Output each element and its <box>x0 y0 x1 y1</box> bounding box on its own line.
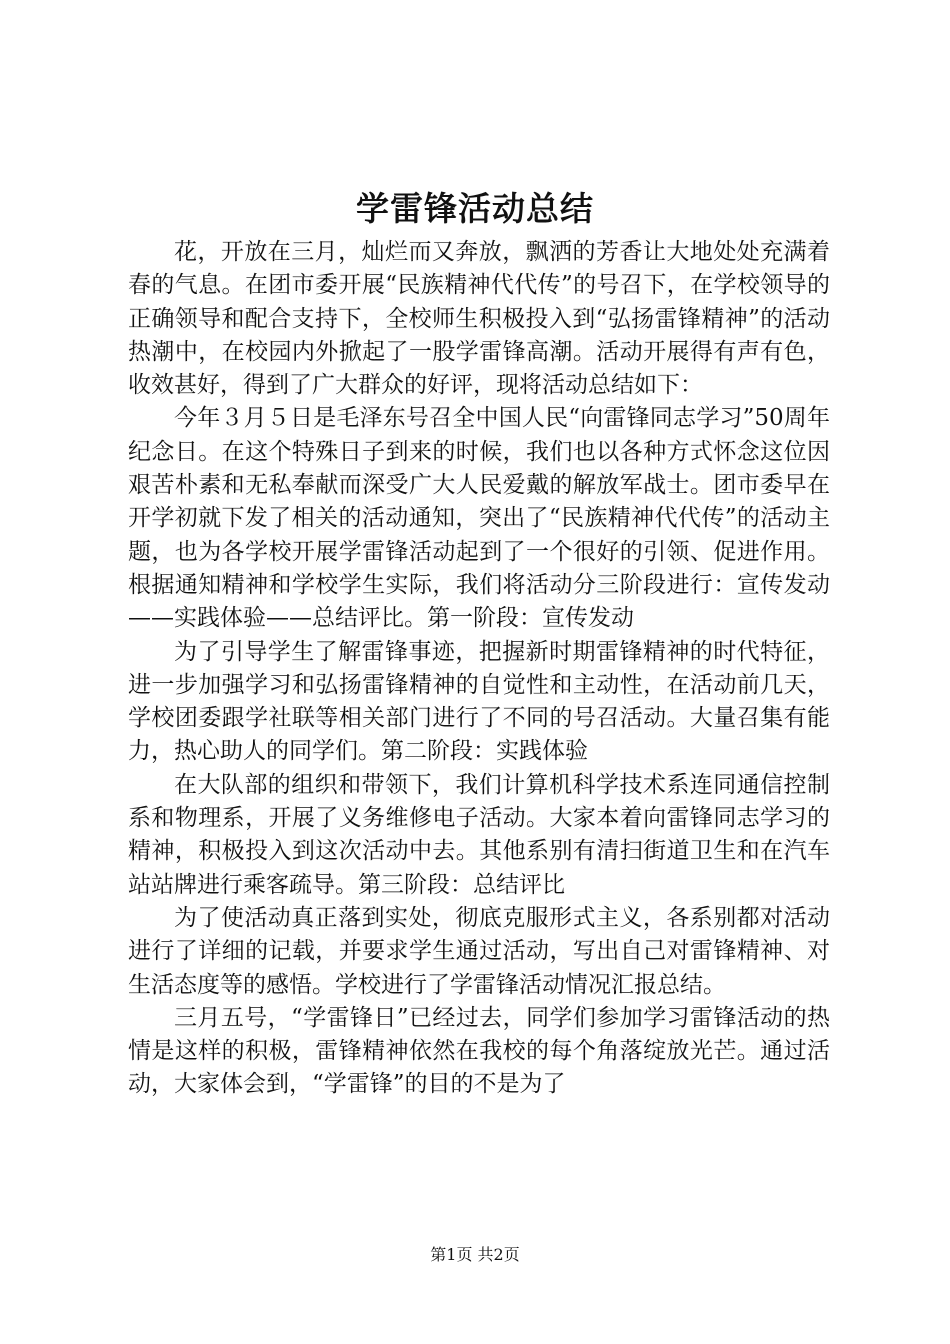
paragraph-stage-two: 为了引导学生了解雷锋事迹，把握新时期雷锋精神的时代特征，进一步加强学习和弘扬雷锋精神的自觉性和主动性，在活动前几天，学校团委跟学社联等相关部门进行了不同的号召活动。大量召集有能力，热心助人的同学们。第二阶段：实践体验 <box>128 638 830 765</box>
page-footer: 第1页 共2页 <box>430 1245 520 1264</box>
paragraph-intro: 花，开放在三月，灿烂而又奔放，飘洒的芳香让大地处处充满着春的气息。在团市委开展“民族精神代代传”的号召下，在学校领导的正确领导和配合支持下，全校师生积极投入到“弘扬雷锋精神”的活动热潮中，在校园内外掀起了一股学雷锋高潮。活动开展得有声有色，收效甚好，得到了广大群众的好评，现将活动总结如下： <box>128 239 830 399</box>
paragraph-evaluation: 为了使活动真正落到实处，彻底克服形式主义，各系别都对活动进行了详细的记载，并要求学生通过活动，写出自己对雷锋精神、对生活态度等的感悟。学校进行了学雷锋活动情况汇报总结。 <box>128 904 830 998</box>
document-title: 学雷锋活动总结 <box>356 189 594 228</box>
document-body <box>128 236 830 1102</box>
paragraph-stage-one: 今年３月５日是毛泽东号召全中国人民“向雷锋同志学习”50周年纪念日。在这个特殊日子到来的时候，我们也以各种方式怀念这位因艰苦朴素和无私奉献而深受广大人民爱戴的解放军战士。团市委早在开学初就下发了相关的活动通知，突出了“民族精神代代传”的活动主题，也为各学校开展学雷锋活动起到了一个很好的引领、促进作用。根据通知精神和学校学生实际，我们将活动分三阶段进行：宣传发动——实践体验——总结评比。第一阶段：宣传发动 <box>128 405 830 632</box>
paragraph-stage-three: 在大队部的组织和带领下，我们计算机科学技术系连同通信控制系和物理系，开展了义务维修电子活动。大家本着向雷锋同志学习的精神，积极投入到这次活动中去。其他系别有清扫街道卫生和在汽车站站牌进行乘客疏导。第三阶段：总结评比 <box>128 771 830 898</box>
paragraph-conclusion: 三月五号，“学雷锋日”已经过去，同学们参加学习雷锋活动的热情是这样的积极，雷锋精神依然在我校的每个角落绽放光芒。通过活动，大家体会到，“学雷锋”的目的不是为了 <box>128 1004 830 1098</box>
